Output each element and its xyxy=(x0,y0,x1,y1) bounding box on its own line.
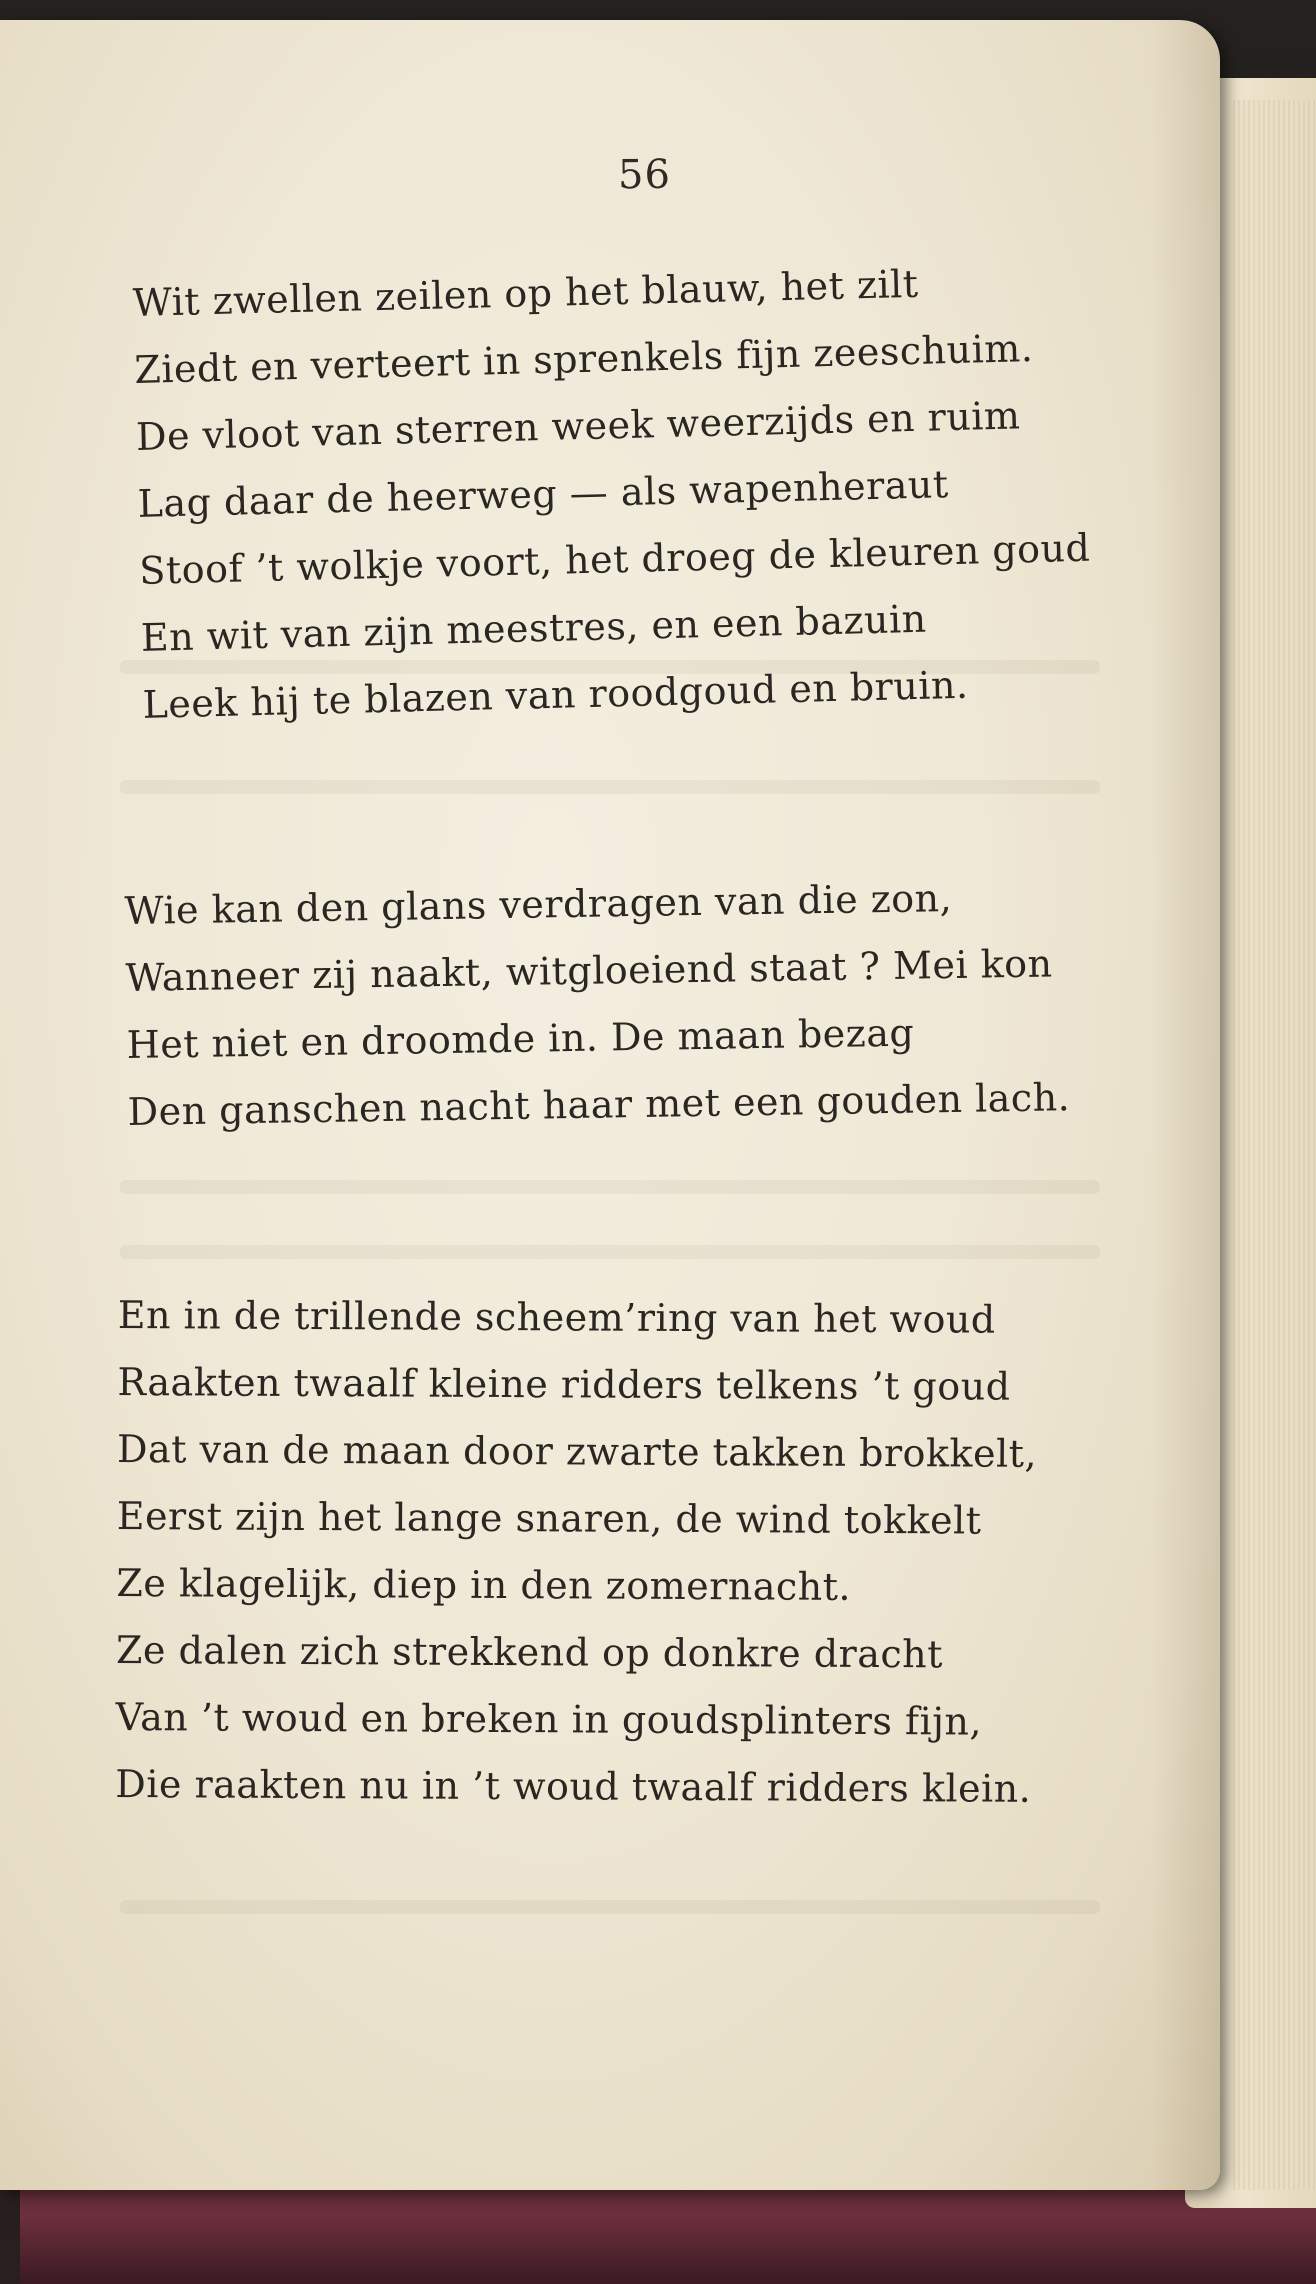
stanza-2 xyxy=(124,863,1071,1146)
poem-line: En in de trillende scheem’ring van het woud xyxy=(117,1292,996,1342)
book-page xyxy=(0,20,1220,2190)
show-through xyxy=(120,1245,1100,1259)
poem-line: Dat van de maan door zwarte takken brokkelt, xyxy=(117,1426,1038,1476)
page-stack-edge xyxy=(1230,100,1316,2190)
poem-line: Eerst zijn het lange snaren, de wind tokkelt xyxy=(116,1493,982,1543)
page-number: 56 xyxy=(617,151,672,199)
poem-line: Van ’t woud en breken in goudsplinters fijn, xyxy=(115,1694,983,1744)
poem-line: Den ganschen nacht haar met een gouden lach. xyxy=(127,1075,1071,1134)
poem-line: Ze dalen zich strekkend op donkre dracht xyxy=(115,1627,944,1677)
poem-line: De vloot van sterren week weerzijds en ruim xyxy=(135,393,1021,459)
stanza-3 xyxy=(115,1282,1038,1823)
poem-line: Ze klagelijk, diep in den zomernacht. xyxy=(116,1560,852,1609)
poem-line: Raakten twaalf kleine ridders telkens ’t goud xyxy=(117,1359,1011,1409)
poem-line: Die raakten nu in ’t woud twaalf ridders klein. xyxy=(115,1761,1032,1811)
stanza-1 xyxy=(132,247,1094,739)
poem-line: Ziedt en verteert in sprenkels fijn zeeschuim. xyxy=(133,326,1034,392)
poem-line: Wit zwellen zeilen op het blauw, het zilt xyxy=(132,261,920,325)
show-through xyxy=(120,1180,1100,1194)
poem-line: Wie kan den glans verdragen van die zon, xyxy=(124,875,953,933)
poem-line: En wit van zijn meestres, en een bazuin xyxy=(140,596,928,660)
poem-line: Wanneer zij naakt, witgloeiend staat ? Mei kon xyxy=(125,941,1053,1000)
poem-line: Lag daar de heerweg — als wapenheraut xyxy=(137,462,950,526)
poem-line: Het niet en droomde in. De maan bezag xyxy=(126,1010,915,1067)
show-through xyxy=(120,1900,1100,1914)
poem-line: Stoof ’t wolkje voort, het droeg de kleuren goud xyxy=(138,525,1091,593)
poem-line: Leek hij te blazen van roodgoud en bruin. xyxy=(142,662,969,727)
show-through xyxy=(120,780,1100,794)
